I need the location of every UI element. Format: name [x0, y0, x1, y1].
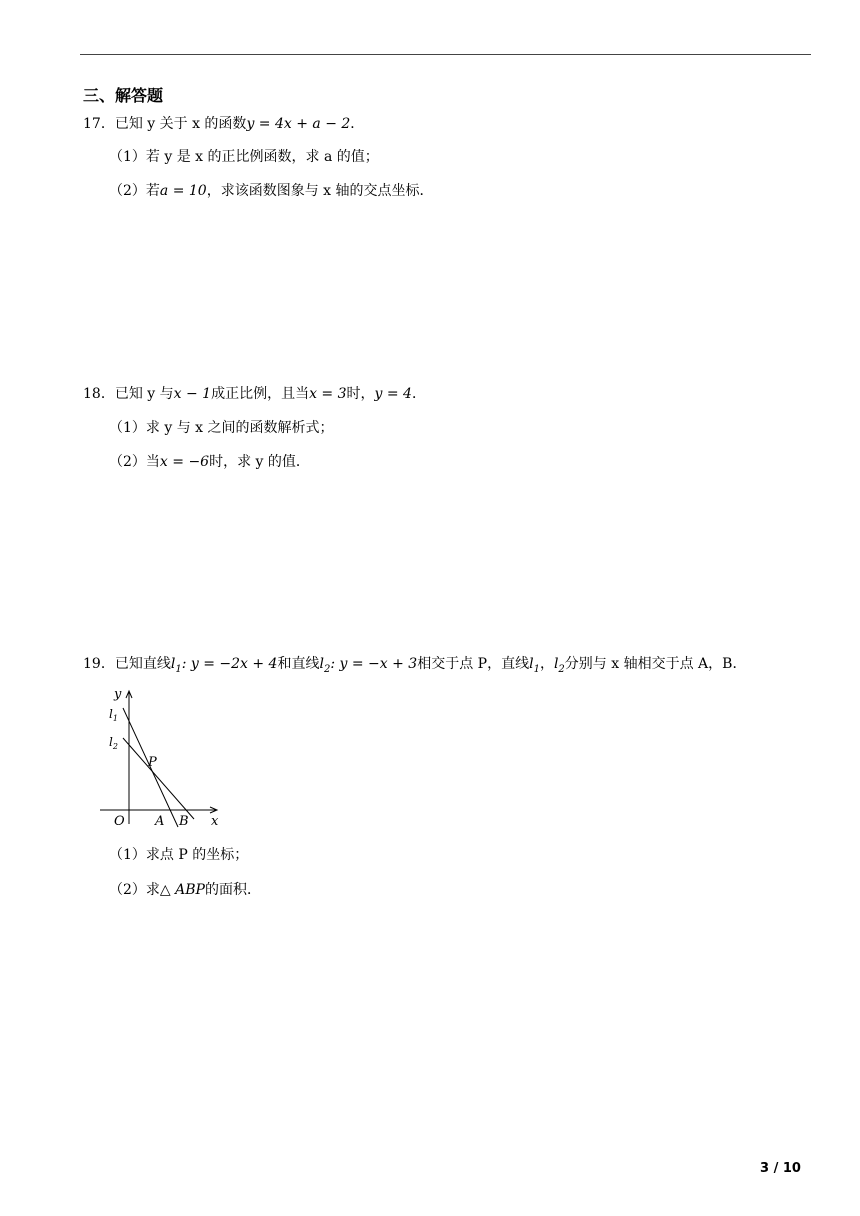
- l2-label: $l_2$: [109, 735, 118, 751]
- math-expression: x = 3: [309, 386, 347, 402]
- question-17-part-2: （2）若a = 10，求该函数图象与 x 轴的交点坐标．: [109, 183, 434, 199]
- question-number: 18．: [83, 386, 115, 402]
- line-l2: [123, 738, 194, 819]
- math-expression: : y = −x + 3: [330, 656, 418, 672]
- math-expression: x = −6: [159, 454, 210, 470]
- question-18-stem: 18．已知 y 与x − 1成正比例，且当x = 3时，y = 4．: [83, 386, 426, 402]
- math-expression: △ ABP: [159, 882, 205, 898]
- origin-label: O: [114, 814, 125, 828]
- page-number: 3 / 10: [760, 1161, 801, 1176]
- header-rule: [80, 54, 811, 55]
- question-18-part-2: （2）当x = −6时，求 y 的值．: [109, 454, 310, 470]
- point-p-label: P: [148, 755, 157, 770]
- math-expression: a = 10: [159, 183, 207, 199]
- question-19-part-2: （2）求△ ABP的面积．: [109, 882, 261, 898]
- question-number: 19．: [83, 656, 115, 672]
- coordinate-figure: [98, 686, 223, 828]
- question-19-stem: 19．已知直线$l_1$: y = −2x + 4和直线$l_2$: y = −x + 3相交于点 P，直线$l_1$，$l_2$分别与 x 轴相交于点 A，B．: [83, 656, 747, 675]
- math-expression: y = 4x + a − 2: [246, 116, 351, 132]
- l1-label: $l_1$: [109, 707, 118, 723]
- question-17-part-1: （1）若 y 是 x 的正比例函数，求 a 的值；: [109, 149, 379, 165]
- point-b-label: B: [179, 814, 189, 828]
- point-a-label: A: [155, 814, 165, 828]
- question-18-part-1: （1）求 y 与 x 之间的函数解析式；: [109, 420, 334, 436]
- x-axis-label: x: [211, 814, 219, 828]
- math-expression: x − 1: [173, 386, 212, 402]
- question-19-part-1: （1）求点 P 的坐标；: [109, 847, 249, 863]
- question-17-stem: 17．已知 y 关于 x 的函数y = 4x + a − 2．: [83, 116, 365, 132]
- y-axis-label: y: [114, 687, 122, 702]
- math-expression: : y = −2x + 4: [181, 656, 278, 672]
- question-number: 17．: [83, 116, 115, 132]
- section-title: 三、解答题: [83, 86, 164, 105]
- math-expression: y = 4: [374, 386, 412, 402]
